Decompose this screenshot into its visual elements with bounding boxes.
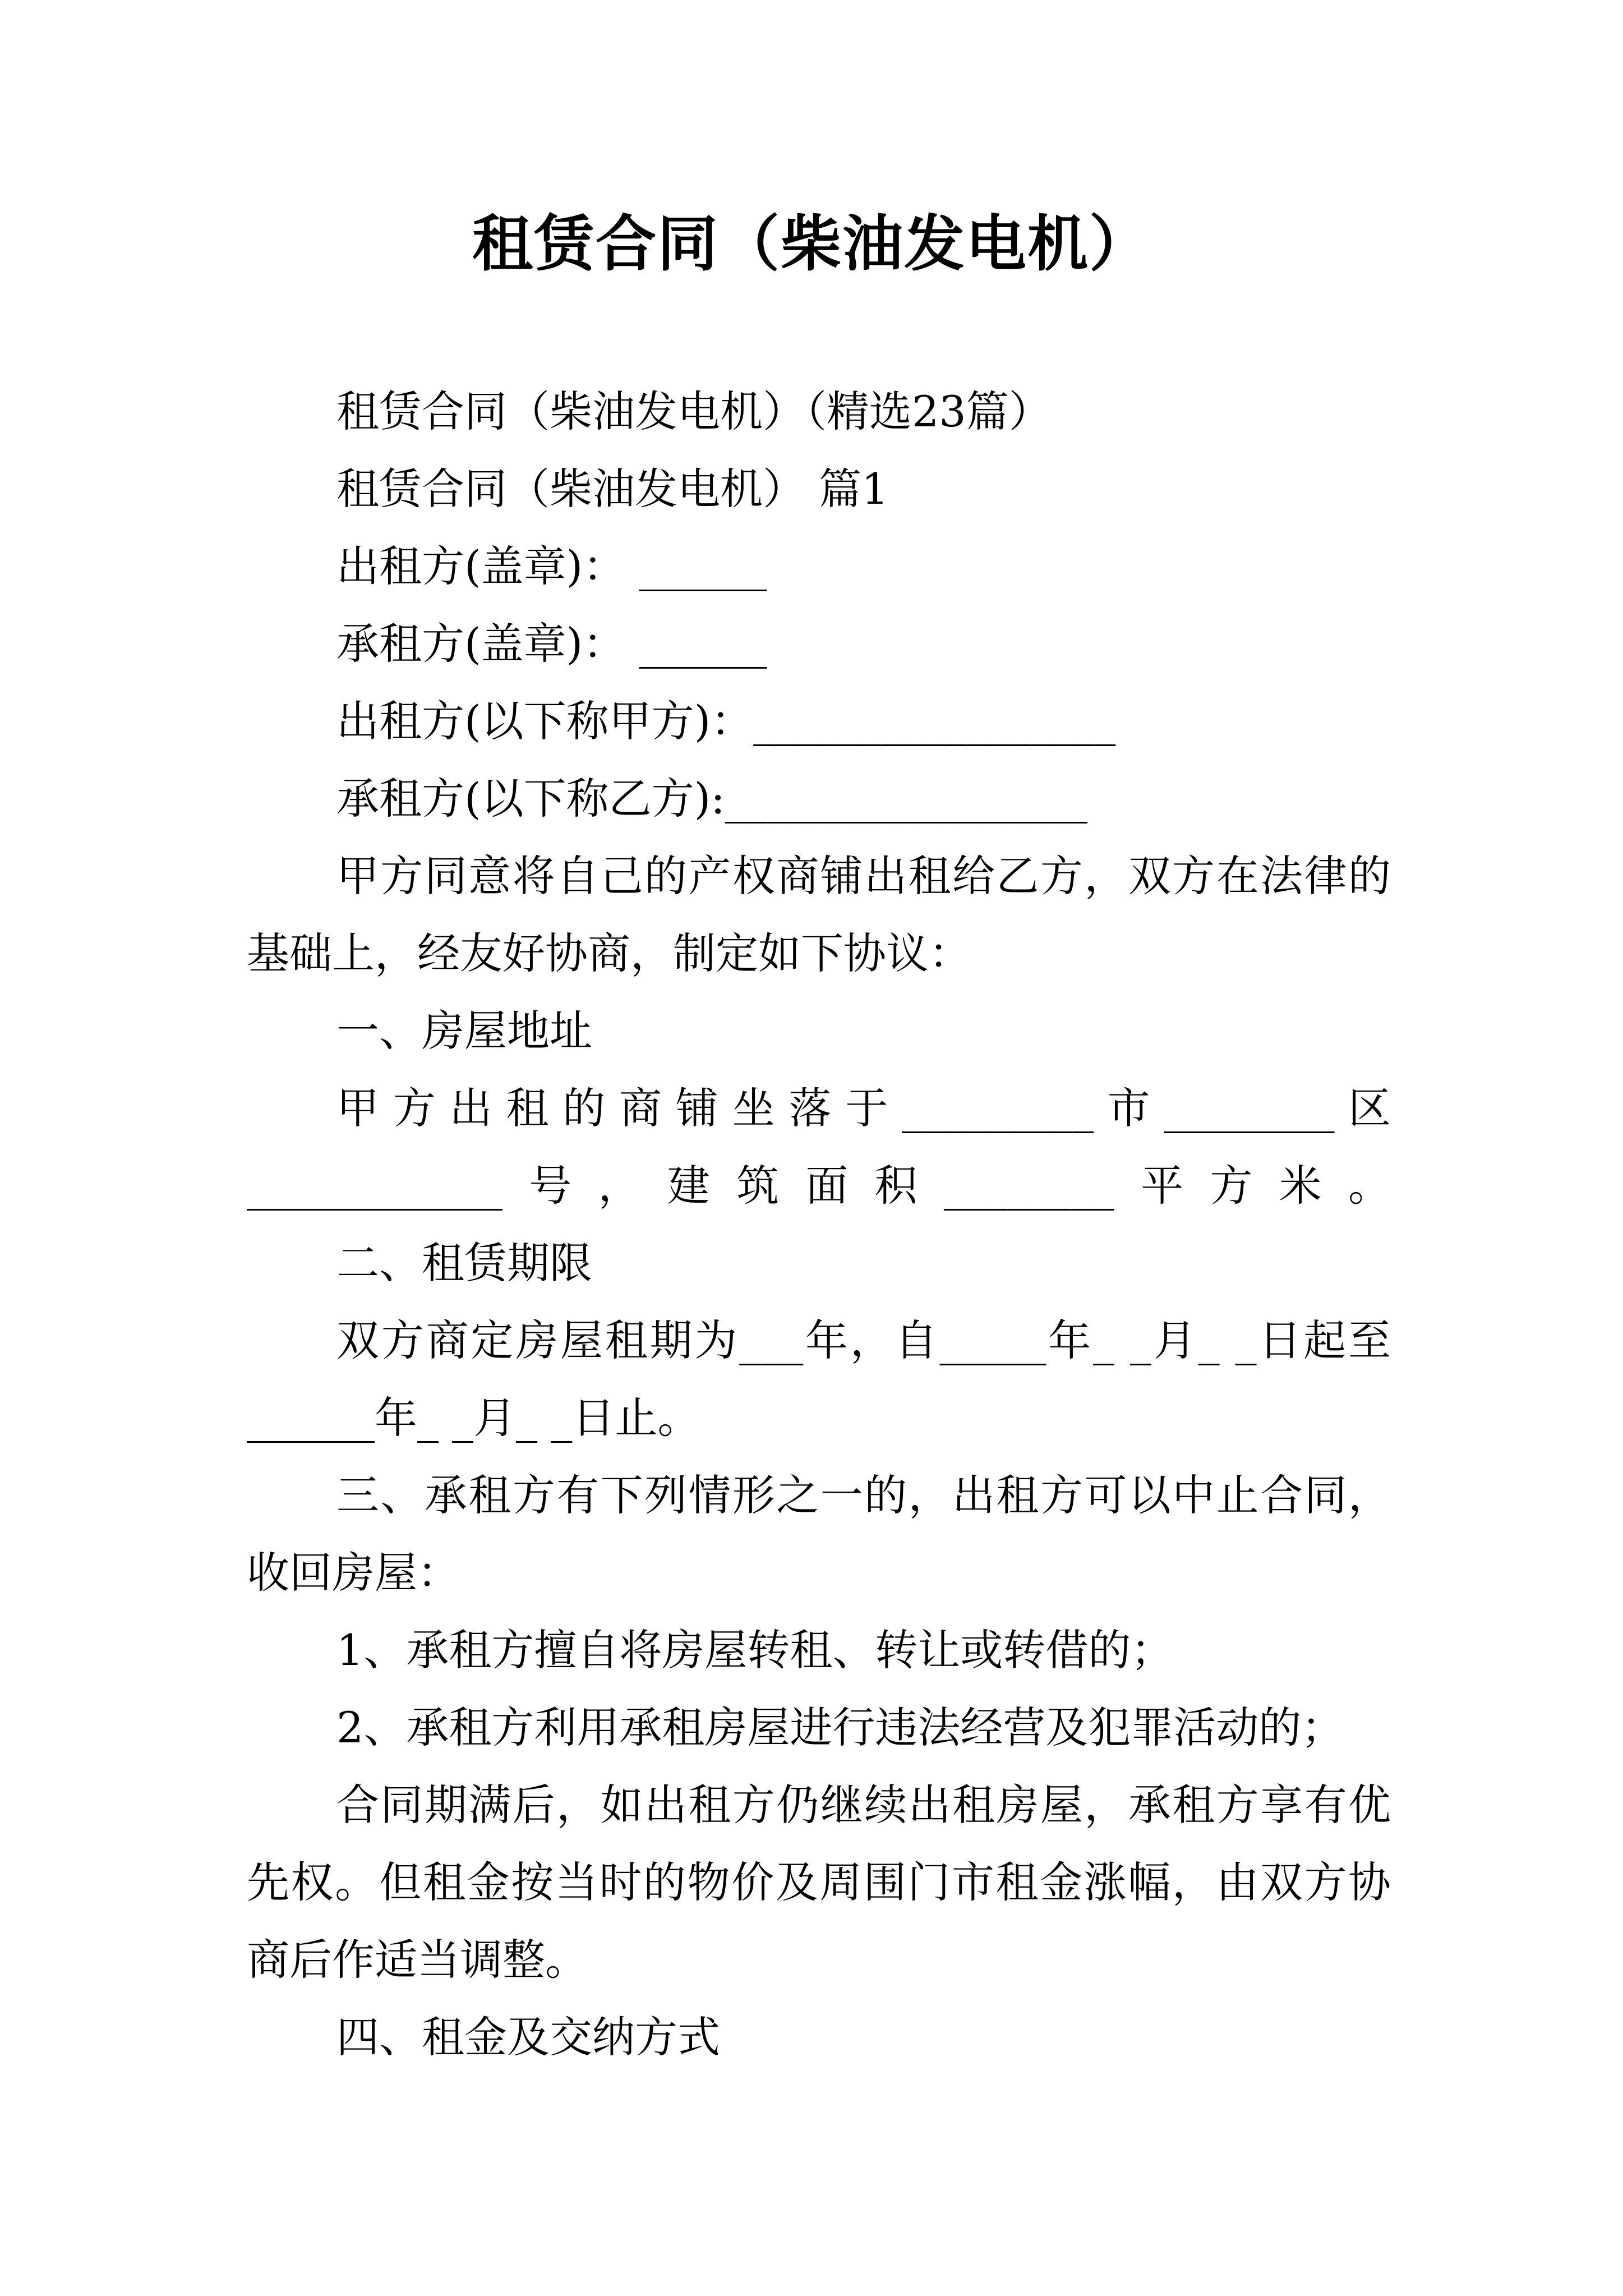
- heading-lease-term: 二、租赁期限: [336, 1238, 592, 1288]
- paragraph-party-a: 出租方(以下称甲方)：_________________: [336, 696, 1116, 746]
- paragraph-house-address: 甲 方 出 租 的 商 铺 坐 落 于 _________ 市 ________ 区 ____________号，建筑面积________平方米。: [247, 1083, 1391, 1211]
- heading-house-address: 一、房屋地址: [336, 1006, 592, 1056]
- paragraph-party-b: 承租方(以下称乙方):_________________: [336, 774, 1087, 823]
- document-title: 租赁合同（柴油发电机）: [472, 209, 1151, 279]
- paragraph-subtitle: 租赁合同（柴油发电机）（精选23篇）: [336, 386, 1052, 436]
- paragraph-renewal: 合同期满后，如出租方仍继续出租房屋，承租方享有优先权。但租金按当时的物价及周围门市租金涨幅，由双方协商后作适当调整。: [247, 1780, 1391, 1985]
- paragraph-agreement-intro: 甲方同意将自己的产权商铺出租给乙方，双方在法律的基础上，经友好协商，制定如下协议：: [247, 851, 1391, 978]
- paragraph-section-heading: 租赁合同（柴油发电机） 篇1: [336, 464, 889, 514]
- paragraph-lessee-seal: 承租方(盖章)： ______: [336, 619, 767, 669]
- list-item-1: 1、承租方擅自将房屋转租、转让或转借的；: [336, 1625, 1174, 1675]
- paragraph-lease-term: 双方商定房屋租期为___年，自_____年_ _月_ _日起至______年_ _月_ _日止。: [247, 1315, 1391, 1443]
- list-item-2: 2、承租方利用承租房屋进行违法经营及犯罪活动的；: [336, 1703, 1344, 1752]
- heading-rent-payment: 四、租金及交纳方式: [336, 2012, 720, 2062]
- paragraph-termination-clause: 三、承租方有下列情形之一的，出租方可以中止合同，收回房屋：: [247, 1470, 1391, 1598]
- document-body: [247, 373, 1391, 2076]
- paragraph-lessor-seal: 出租方(盖章)： ______: [336, 541, 767, 591]
